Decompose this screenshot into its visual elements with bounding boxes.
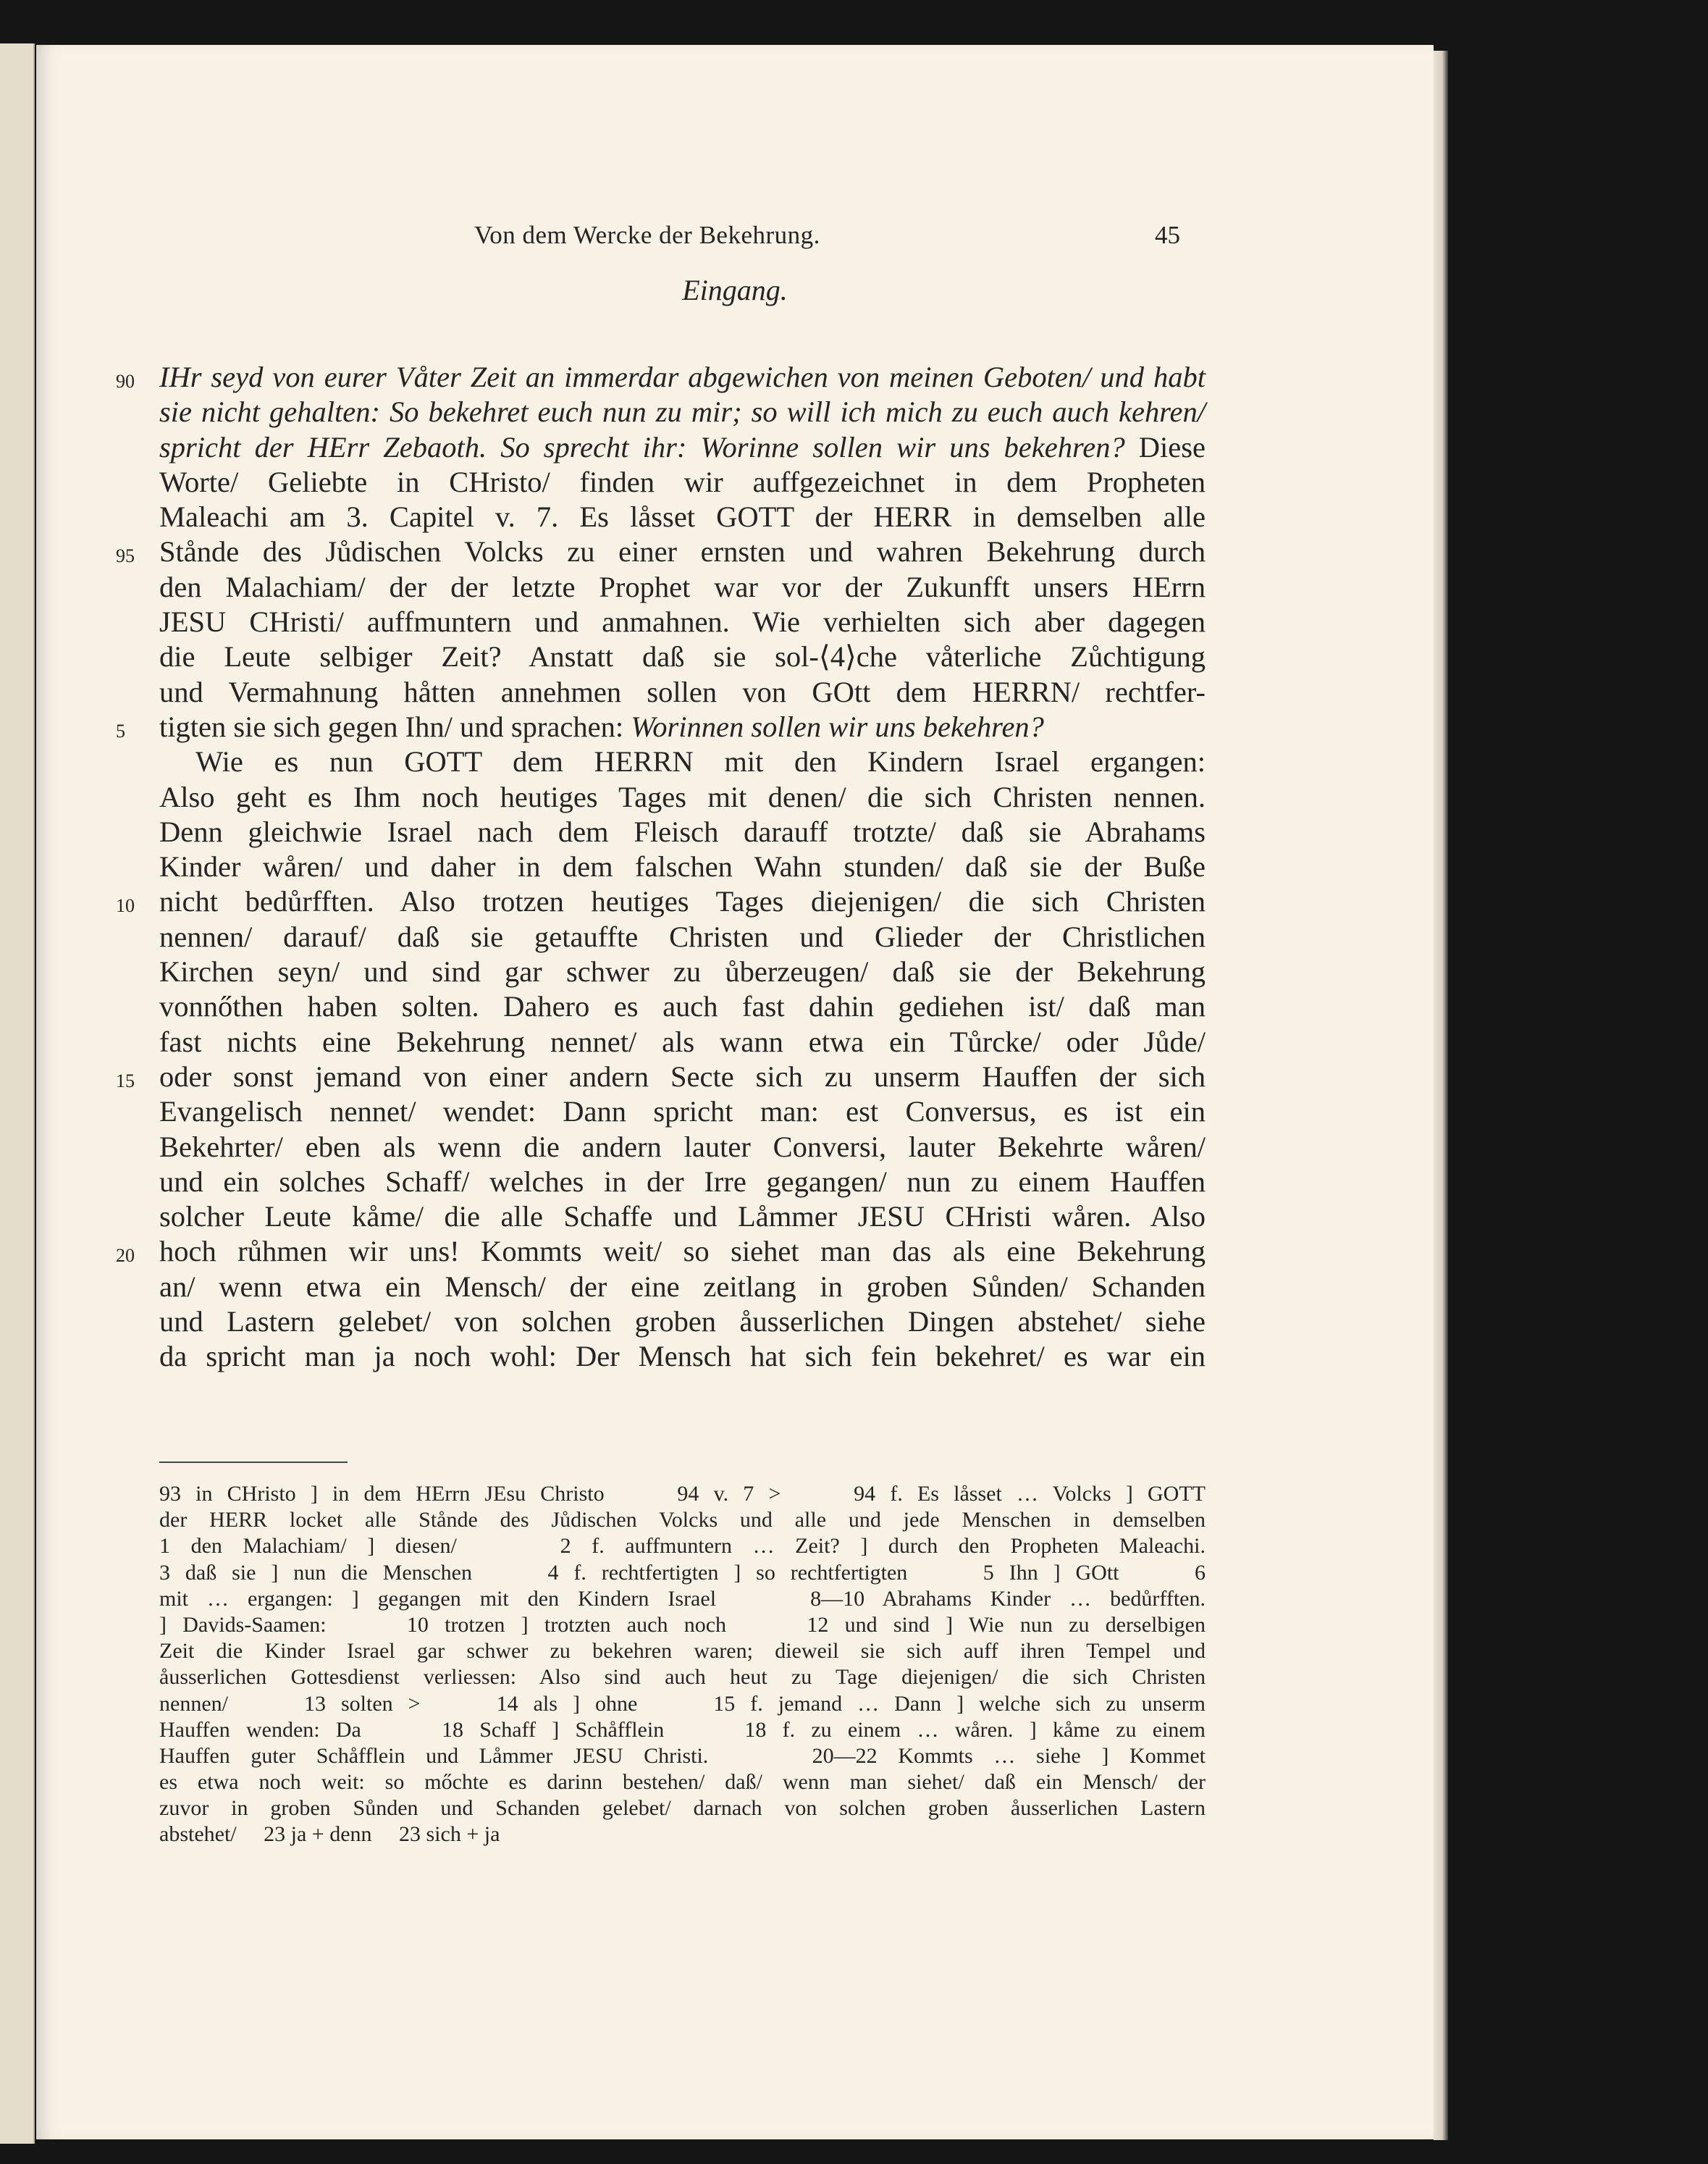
footnote-line: åusserlichen Gottesdienst verliessen: Also sind auch heut zu Tage diejenigen/ die sich Christen — [159, 1665, 1206, 1690]
text-line — [159, 500, 1206, 534]
line-text: den Malachiam/ der der letzte Prophet war vor der Zukunfft unsers HErrn — [159, 570, 1206, 603]
line-text: Bekehrter/ eben als wenn die andern lauter Conversi, lauter Bekehrte wåren/ — [159, 1130, 1206, 1163]
text-line — [159, 989, 1206, 1024]
line-number: 20 — [116, 1245, 135, 1267]
text-line — [159, 465, 1206, 500]
text-line — [159, 920, 1206, 955]
line-text: JESU CHristi/ auffmuntern und anmahnen. Wie verhielten sich aber dagegen — [159, 605, 1206, 639]
footnote-rule — [159, 1461, 348, 1463]
footnote-line: es etwa noch weit: so mőchte es darinn bestehen/ daß/ wenn man siehet/ daß ein Mensch/ der — [159, 1770, 1206, 1795]
line-text: Stånde des Jůdischen Volcks zu einer ernsten und wahren Bekehrung durch — [159, 535, 1206, 569]
text-line — [159, 430, 1206, 465]
footnote-line: 93 in CHristo ] in dem HErrn JEsu Christo 94 v. 7 > 94 f. Es låsset … Volcks ] GOTT — [159, 1482, 1206, 1506]
line-number: 95 — [116, 545, 135, 567]
text-line — [159, 1130, 1206, 1165]
running-title: Von dem Wercke der Bekehrung. — [474, 221, 820, 249]
text-line — [159, 850, 1206, 884]
line-text: Maleachi am 3. Capitel v. 7. Es låsset GOTT der HERR in demselben alle — [159, 500, 1206, 534]
book-page — [36, 45, 1434, 2139]
text-line — [159, 1025, 1206, 1060]
running-head — [36, 221, 1434, 257]
text-line — [116, 534, 1206, 569]
line-number: 15 — [116, 1070, 135, 1091]
line-text: nennen/ darauf/ daß sie getauffte Christen und Glieder der Christlichen — [159, 920, 1206, 953]
page-number: 45 — [1155, 221, 1180, 249]
footnote-line: zuvor in groben Sůnden und Schanden gelebet/ darnach von solchen groben åusserlichen Lastern — [159, 1796, 1206, 1821]
line-text: vonnőthen haben solten. Dahero es auch fast dahin gediehen ist/ daß man — [159, 990, 1206, 1023]
line-text: Denn gleichwie Israel nach dem Fleisch darauff trotzte/ daß sie Abrahams — [159, 815, 1206, 848]
text-line — [159, 570, 1206, 605]
text-line — [116, 884, 1206, 919]
footnote-line: nennen/ 13 solten > 14 als ] ohne 15 f. jemand … Dann ] welche sich zu unserm — [159, 1691, 1206, 1716]
footnote-line: der HERR locket alle Stånde des Jůdischen Volcks und alle und jede Menschen in demselben — [159, 1508, 1206, 1532]
line-number: 90 — [116, 371, 135, 392]
line-text: Wie es nun GOTT dem HERRN mit den Kindern Israel ergangen: — [195, 745, 1206, 779]
footnote-line: abstehet/ 23 ja + denn 23 sich + ja — [159, 1822, 500, 1847]
line-text: Kirchen seyn/ und sind gar schwer zu ůberzeugen/ daß sie der Bekehrung — [159, 955, 1206, 989]
footnote-line: 3 daß sie ] nun die Menschen 4 f. rechtfertigten ] so rechtfertigten 5 Ihn ] GOtt 6 — [159, 1560, 1206, 1585]
line-text: und Lastern gelebet/ von solchen groben åusserlichen Dingen abstehet/ siehe — [159, 1305, 1206, 1338]
text-line — [116, 1060, 1206, 1094]
text-line — [159, 1165, 1206, 1199]
footnote-line: Hauffen wenden: Da 18 Schaff ] Schåfflein 18 f. zu einem … wåren. ] kåme zu einem — [159, 1717, 1206, 1742]
footnote-line: Hauffen guter Schåfflein und Låmmer JESU Christi. 20—22 Kommts … siehe ] Kommet — [159, 1743, 1206, 1768]
text-line — [159, 1304, 1206, 1339]
text-line — [159, 1094, 1206, 1129]
text-line — [116, 1234, 1206, 1269]
line-text: Kinder wåren/ und daher in dem falschen Wahn stunden/ daß sie der Buße — [159, 850, 1206, 884]
text-line — [159, 395, 1206, 429]
text-line — [159, 1339, 1206, 1374]
section-heading: Eingang. — [682, 274, 788, 306]
line-text: Evangelisch nennet/ wendet: Dann spricht man: est Conversus, es ist ein — [159, 1095, 1206, 1128]
footnote-line: ] Davids-Saamen: 10 trotzen ] trotzten auch noch 12 und sind ] Wie nun zu derselbigen — [159, 1612, 1206, 1637]
line-text: und Vermahnung håtten annehmen sollen von GOtt dem HERRN/ rechtfer- — [159, 675, 1206, 708]
text-line — [159, 955, 1206, 989]
line-text: fast nichts eine Bekehrung nennet/ als wann etwa ein Tůrcke/ oder Jůde/ — [159, 1025, 1206, 1058]
line-text: oder sonst jemand von einer andern Secte sich zu unserm Hauffen der sich — [159, 1060, 1206, 1093]
line-text: nicht bedůrfften. Also trotzen heutiges Tages diejenigen/ die sich Christen — [159, 885, 1206, 918]
footnote-line: mit … ergangen: ] gegangen mit den Kindern Israel 8—10 Abrahams Kinder … bedůrfften. — [159, 1586, 1206, 1611]
text-line — [116, 710, 1206, 745]
line-text: Also geht es Ihm noch heutiges Tages mit denen/ die sich Christen nennen. — [159, 780, 1206, 813]
line-text: die Leute selbiger Zeit? Anstatt daß sie sol-⟨4⟩che våterliche Zůchtigung — [159, 640, 1206, 674]
line-text: Worte/ Geliebte in CHristo/ finden wir auffgezeichnet in dem Propheten — [159, 465, 1206, 498]
text-line — [159, 639, 1206, 674]
line-text: und ein solches Schaff/ welches in der Irre gegangen/ nun zu einem Hauffen — [159, 1165, 1206, 1198]
text-line — [159, 675, 1206, 710]
line-text: sie nicht gehalten: So bekehret euch nun zu mir; so will ich mich zu euch auch kehren/ — [159, 395, 1206, 429]
text-line — [159, 1270, 1206, 1304]
text-line — [159, 745, 1206, 779]
line-number: 10 — [116, 895, 135, 917]
line-text: IHr seyd von eurer Våter Zeit an immerdar abgewichen von meinen Geboten/ und habt — [159, 361, 1206, 393]
line-text: hoch růhmen wir uns! Kommts weit/ so siehet man das als eine Bekehrung — [159, 1235, 1206, 1268]
facing-page-edge — [0, 43, 35, 2144]
footnotes — [159, 1481, 1206, 1848]
footnote-line: Zeit die Kinder Israel gar schwer zu bekehren waren; dieweil sie sich auff ihren Tempel und — [159, 1639, 1206, 1664]
line-text: da spricht man ja noch wohl: Der Mensch hat sich fein bekehret/ es war ein — [159, 1340, 1206, 1373]
line-number: 5 — [116, 720, 125, 742]
text-line — [116, 360, 1206, 395]
line-text: an/ wenn etwa ein Mensch/ der eine zeitlang in groben Sůnden/ Schanden — [159, 1270, 1206, 1303]
line-text: solcher Leute kåme/ die alle Schaffe und Låmmer JESU CHristi wåren. Also — [159, 1200, 1206, 1233]
line-text: spricht der HErr Zebaoth. So sprecht ihr: Worinne sollen wir uns bekehren? Diese — [159, 430, 1206, 464]
text-line — [159, 780, 1206, 815]
text-line — [159, 815, 1206, 850]
footnote-line: 1 den Malachiam/ ] diesen/ 2 f. auffmuntern … Zeit? ] durch den Propheten Maleachi. — [159, 1534, 1206, 1559]
text-line — [159, 1199, 1206, 1234]
page-edge — [1434, 51, 1448, 2140]
body-text — [116, 360, 1206, 1375]
line-text: tigten sie sich gegen Ihn/ und sprachen: Worinnen sollen wir uns bekehren? — [159, 710, 1044, 743]
text-line — [159, 605, 1206, 639]
